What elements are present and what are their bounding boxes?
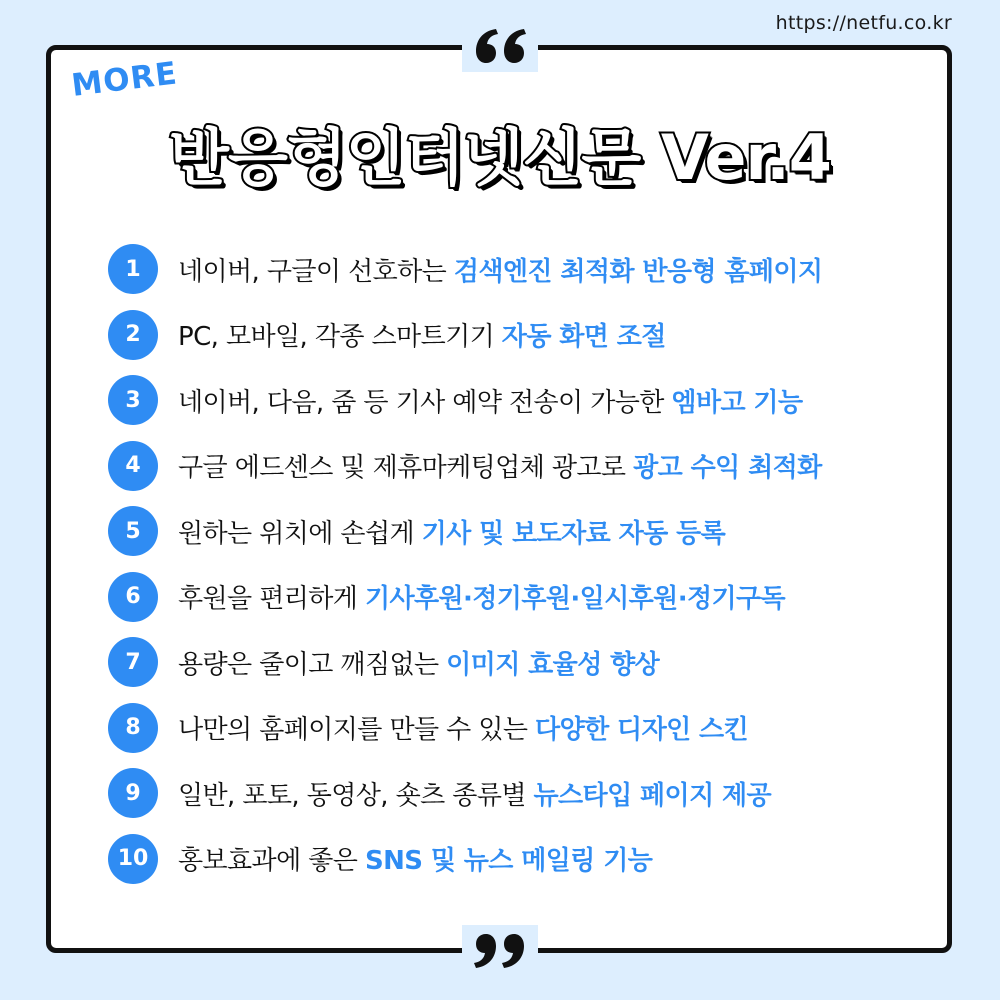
feature-description: PC, 모바일, 각종 스마트기기	[178, 322, 502, 352]
feature-highlight: 엠바고 기능	[671, 387, 803, 418]
feature-text	[178, 775, 771, 812]
feature-description: 일반, 포토, 동영상, 숏츠 종류별	[178, 780, 534, 811]
feature-description: 후원을 편리하게	[178, 584, 365, 614]
feature-text	[178, 251, 822, 288]
feature-highlight: 뉴스타입 페이지 제공	[533, 780, 772, 811]
more-label: MORE	[69, 55, 180, 104]
feature-text	[178, 840, 652, 877]
number-badge: 1	[108, 244, 158, 294]
feature-list	[108, 244, 822, 899]
number-badge: 5	[108, 506, 158, 556]
feature-description: 용량은 줄이고 깨짐없는	[178, 649, 447, 680]
number-badge: 10	[108, 834, 158, 884]
feature-highlight: 이미지 효율성 향상	[446, 649, 660, 680]
feature-text	[178, 316, 666, 353]
number-badge: 6	[108, 572, 158, 622]
list-item	[108, 572, 822, 622]
list-item	[108, 310, 822, 360]
open-quote-icon	[462, 18, 538, 72]
list-item	[108, 834, 822, 884]
feature-text	[178, 709, 748, 746]
feature-description: 네이버, 구글이 선호하는	[178, 256, 454, 287]
number-badge: 3	[108, 375, 158, 425]
feature-text	[178, 382, 802, 419]
feature-text	[178, 578, 785, 615]
feature-highlight: SNS 및 뉴스 메일링 기능	[364, 846, 653, 876]
page-title: 반응형인터넷신문 Ver.4	[169, 121, 831, 194]
number-badge: 8	[108, 703, 158, 753]
feature-text	[178, 513, 725, 550]
feature-description: 구글 에드센스 및 제휴마케팅업체 광고로	[178, 453, 634, 483]
list-item	[108, 637, 822, 687]
feature-text	[178, 447, 822, 484]
list-item	[108, 375, 822, 425]
feature-highlight: 기사후원·정기후원·일시후원·정기구독	[364, 584, 786, 614]
feature-highlight: 기사 및 보도자료 자동 등록	[421, 518, 726, 549]
number-badge: 9	[108, 768, 158, 818]
list-item	[108, 441, 822, 491]
list-item	[108, 703, 822, 753]
site-url[interactable]: https://netfu.co.kr	[775, 12, 952, 34]
feature-description: 나만의 홈페이지를 만들 수 있는	[178, 715, 536, 745]
list-item	[108, 768, 822, 818]
number-badge: 2	[108, 310, 158, 360]
feature-text	[178, 644, 659, 681]
feature-highlight: 검색엔진 최적화 반응형 홈페이지	[453, 256, 823, 287]
list-item	[108, 244, 822, 294]
feature-highlight: 자동 화면 조절	[501, 322, 666, 352]
feature-highlight: 다양한 디자인 스킨	[535, 715, 749, 745]
feature-description: 네이버, 다음, 줌 등 기사 예약 전송이 가능한	[178, 387, 672, 418]
feature-description: 홍보효과에 좋은	[178, 846, 365, 876]
feature-highlight: 광고 수익 최적화	[633, 453, 822, 483]
number-badge: 4	[108, 441, 158, 491]
list-item	[108, 506, 822, 556]
number-badge: 7	[108, 637, 158, 687]
feature-description: 원하는 위치에 손쉽게	[178, 518, 422, 549]
close-quote-icon	[462, 925, 538, 979]
